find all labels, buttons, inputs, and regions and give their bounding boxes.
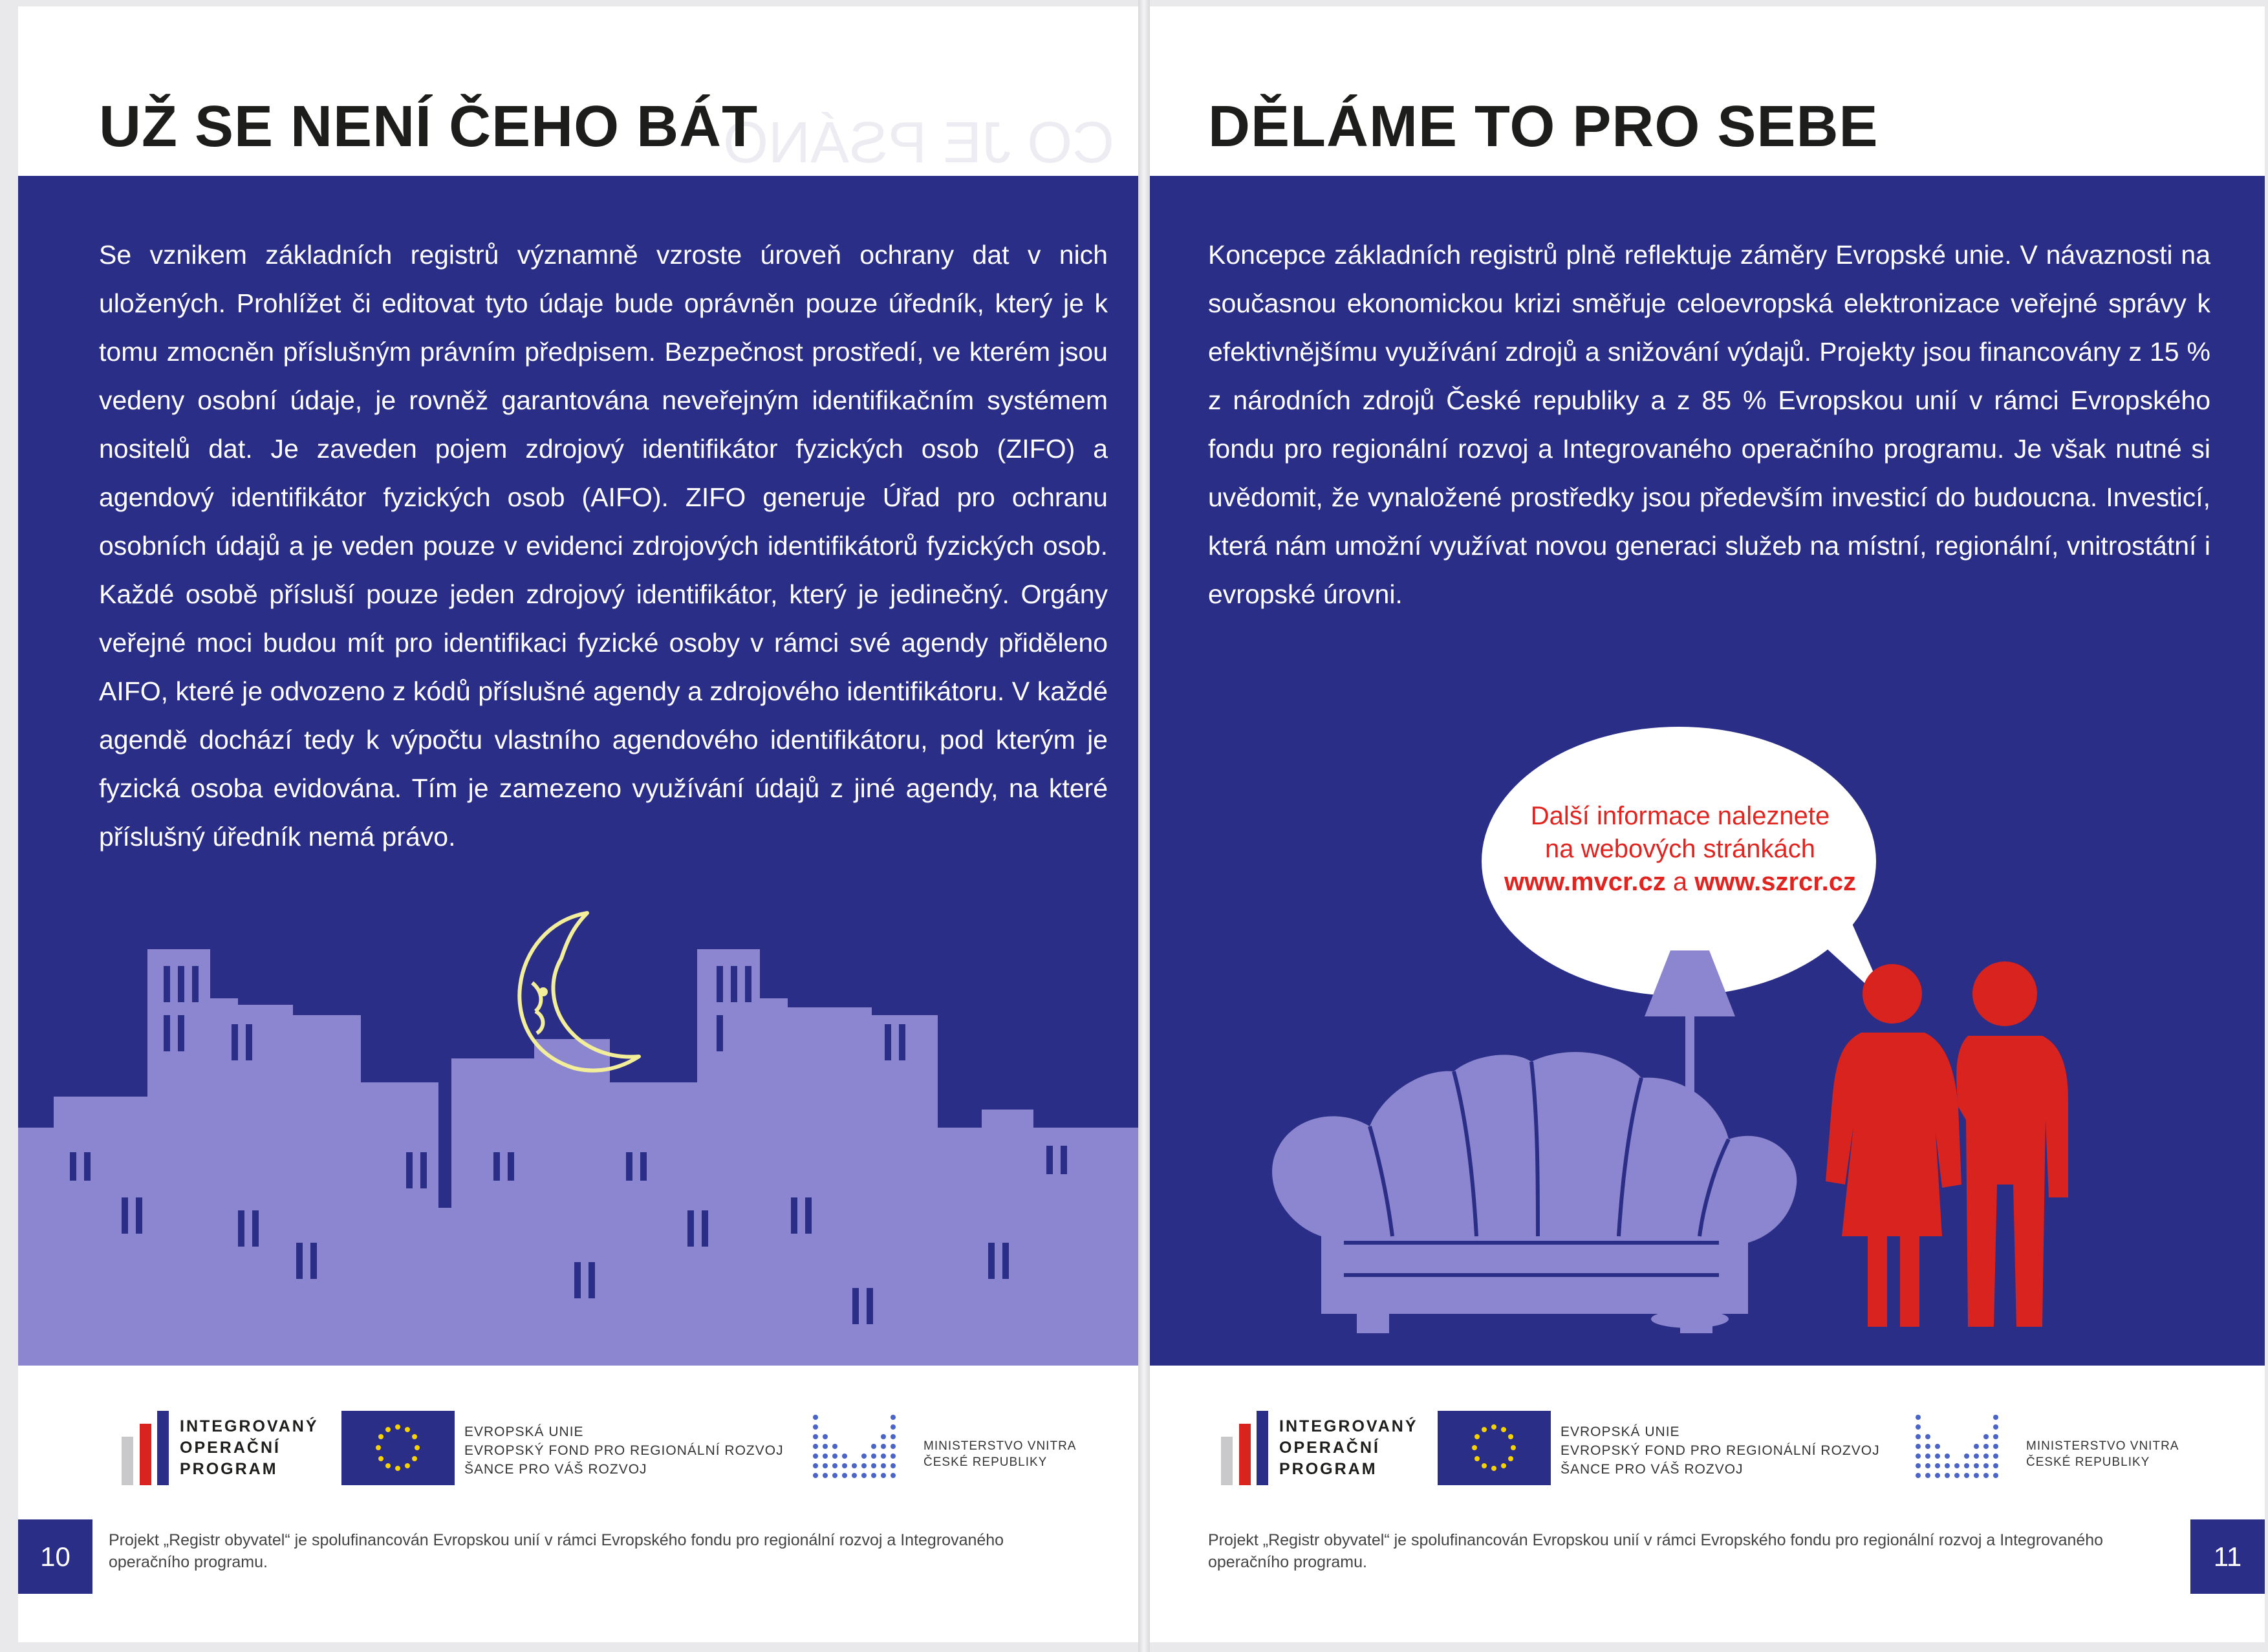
iop-bars-icon (122, 1411, 170, 1485)
page-number: 10 (18, 1519, 92, 1594)
right-page (1150, 6, 2265, 1642)
bubble-urls (1473, 866, 1887, 899)
info-bubble-text (1473, 800, 1887, 899)
bubble-conj: a (1665, 868, 1695, 896)
night-city-illustration (18, 176, 1138, 1366)
bubble-line-1: Další informace naleznete (1530, 802, 1830, 830)
mv-line-2: ČESKÉ REPUBLIKY (923, 1455, 1048, 1469)
iop-bars-icon (1221, 1411, 1269, 1485)
iop-line-1: INTEGROVANÝ (180, 1417, 319, 1435)
footer-note: Projekt „Registr obyvatel“ je spolufinancován Evropskou unií v rámci Evropského fondu pro regionální rozvoj a Integrovaného operačního programu. (1208, 1531, 2104, 1571)
right-blue-band (1150, 176, 2265, 1366)
eu-line-3: ŠANCE PRO VÁŠ ROZVOJ (1561, 1462, 1744, 1477)
mv-logo (810, 1411, 1101, 1485)
eu-line-1: EVROPSKÁ UNIE (464, 1424, 584, 1439)
couple-figures (1826, 961, 2068, 1327)
right-body-text: Koncepce základních registrů plně reflektuje záměry Evropské unie. V návaznosti na současnou ekonomickou krizi směřuje celoevropská elektronizace veřejné správy k efektivnějšímu využívání zdrojů a snižování výdajů. Projekty jsou financovány z 15 % z národních zdrojů České republiky a z 85 % Evropskou unií v rámci Evropského fondu pro regionální rozvoj a Integrovaného operačního programu. Je však nutné si uvědomit, že vynaložené prostředky jsou především investicí do budoucna. Investicí, která nám umožní využívat novou generaci služeb na místní, regionální, vnitrostátní i evropské úrovni. (1208, 240, 2210, 609)
iop-line-3: PROGRAM (180, 1460, 278, 1478)
mv-line-1: MINISTERSTVO VNITRA (2026, 1439, 2179, 1453)
show-through-text: CO JE PSÁNO (723, 111, 1115, 175)
eu-line-1: EVROPSKÁ UNIE (1561, 1424, 1680, 1439)
mv-logo (1913, 1411, 2204, 1485)
mv-dots-icon (1913, 1411, 2010, 1485)
left-page (18, 6, 1138, 1642)
left-page-title: UŽ SE NENÍ ČEHO BÁT (99, 94, 759, 159)
mv-line-1: MINISTERSTVO VNITRA (923, 1439, 1077, 1453)
mvcr-link[interactable]: www.mvcr.cz (1504, 868, 1666, 896)
bubble-line-2: na webových stránkách (1544, 835, 1815, 863)
eu-logo (341, 1411, 784, 1485)
eu-logo (1438, 1411, 1880, 1485)
spread-gutter (1138, 0, 1150, 1652)
mv-dots-icon (810, 1411, 907, 1485)
eu-line-3: ŠANCE PRO VÁŠ ROZVOJ (464, 1462, 647, 1477)
iop-line-2: OPERAČNÍ (180, 1439, 281, 1457)
mv-line-2: ČESKÉ REPUBLIKY (2026, 1455, 2150, 1469)
eu-line-2: EVROPSKÝ FOND PRO REGIONÁLNÍ ROZVOJ (1561, 1443, 1880, 1458)
right-page-title: DĚLÁME TO PRO SEBE (1208, 94, 1879, 159)
iop-line-1: INTEGROVANÝ (1279, 1417, 1418, 1435)
eu-flag-icon (341, 1411, 455, 1485)
left-body-text: Se vznikem základních registrů významně vzroste úroveň ochrany dat v nich uložených. Prohlížet či editovat tyto údaje bude oprávněn pouze úředník, který je k tomu zmocněn příslušným právním předpisem. Bezpečnost prostředí, ve kterém jsou vedeny osobní údaje, je rovněž garantována neveřejným identifikačním systémem nositelů dat. Je zaveden pojem zdrojový identifikátor fyzických osob (ZIFO) a agendový identifikátor fyzických osob (AIFO). ZIFO generuje Úřad pro ochranu osobních údajů a je veden pouze v evidenci zdrojových identifikátorů fyzických osob. Každé osobě přísluší pouze jeden zdrojový identifikátor, který je jedinečný. Orgány veřejné moci budou mít pro identifikaci fyzické osoby v rámci své agendy přiděleno AIFO, které je odvozeno z kódů příslušné agendy a zdrojového identifikátoru. V každé agendě dochází tedy k výpočtu vlastního agendového identifikátoru, pod kterým je fyzická osoba evidována. Tím je zamezeno využívání údajů z jiné agendy, na které příslušný úředník nemá právo. (99, 240, 1108, 852)
footer-note: Projekt „Registr obyvatel“ je spolufinancován Evropskou unií v rámci Evropského fondu pro regionální rozvoj a Integrovaného operačního programu. (109, 1531, 1004, 1571)
right-logo-strip (1150, 1403, 2265, 1490)
page-number: 11 (2190, 1519, 2265, 1594)
iop-logo (1221, 1411, 1421, 1485)
iop-logo (122, 1411, 322, 1485)
eu-line-2: EVROPSKÝ FOND PRO REGIONÁLNÍ ROZVOJ (464, 1443, 784, 1458)
szrcr-link[interactable]: www.szrcr.cz (1694, 868, 1856, 896)
iop-line-2: OPERAČNÍ (1279, 1439, 1380, 1457)
living-room-illustration (1150, 176, 2265, 1366)
eu-flag-icon (1438, 1411, 1551, 1485)
left-logo-strip (18, 1403, 1138, 1490)
left-blue-band (18, 176, 1138, 1366)
iop-line-3: PROGRAM (1279, 1460, 1377, 1478)
